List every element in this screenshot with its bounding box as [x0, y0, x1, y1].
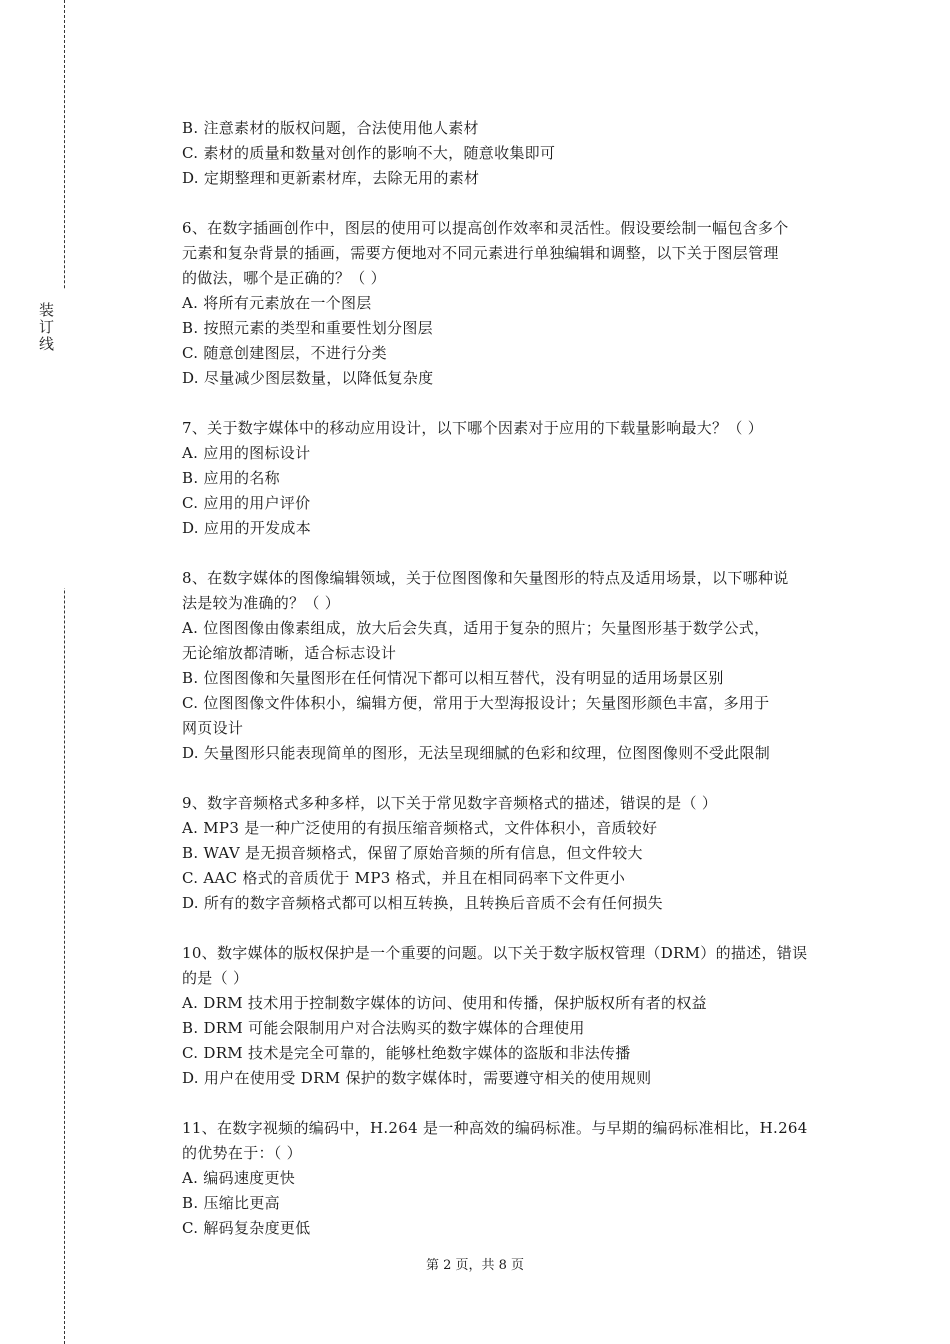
option-line: A. 将所有元素放在一个图层 — [182, 294, 372, 312]
option-line: D. 尽量减少图层数量，以降低复杂度 — [182, 369, 434, 387]
option-line: 无论缩放都清晰，适合标志设计 — [182, 644, 397, 662]
question-10-text: 10、数字媒体的版权保护是一个重要的问题。以下关于数字版权管理（DRM）的描述，错误 — [182, 944, 808, 962]
binding-label-gap — [56, 290, 74, 588]
option-line: B. 注意素材的版权问题，合法使用他人素材 — [182, 119, 479, 137]
option-line: B. 应用的名称 — [182, 469, 280, 487]
option-line: D. 用户在使用受 DRM 保护的数字媒体时，需要遵守相关的使用规则 — [182, 1069, 652, 1087]
question-7-text: 7、关于数字媒体中的移动应用设计，以下哪个因素对于应用的下载量影响最大？（ ） — [182, 419, 764, 437]
option-line: A. 位图图像由像素组成，放大后会失真，适用于复杂的照片；矢量图形基于数学公式， — [182, 619, 770, 637]
option-line: D. 矢量图形只能表现简单的图形，无法呈现细腻的色彩和纹理，位图图像则不受此限制 — [182, 744, 771, 762]
option-line: A. 编码速度更快 — [182, 1169, 296, 1187]
question-8-text: 8、在数字媒体的图像编辑领域，关于位图图像和矢量图形的特点及适用场景，以下哪种说 — [182, 569, 789, 587]
option-line: C. 随意创建图层，不进行分类 — [182, 344, 387, 362]
option-line: B. 位图图像和矢量图形在任何情况下都可以相互替代，没有明显的适用场景区别 — [182, 669, 724, 687]
option-line: A. MP3 是一种广泛使用的有损压缩音频格式，文件体积小，音质较好 — [182, 819, 658, 837]
question-6-text: 6、在数字插画创作中，图层的使用可以提高创作效率和灵活性。假设要绘制一幅包含多个 — [182, 219, 789, 237]
question-11-text: 的优势在于：（ ） — [182, 1144, 302, 1162]
option-line: B. 按照元素的类型和重要性划分图层 — [182, 319, 433, 337]
option-line: B. WAV 是无损音频格式，保留了原始音频的所有信息，但文件较大 — [182, 844, 643, 862]
question-11-text: 11、在数字视频的编码中，H.264 是一种高效的编码标准。与早期的编码标准相比，H.264 — [182, 1119, 808, 1137]
question-6-text: 元素和复杂背景的插画，需要方便地对不同元素进行单独编辑和调整，以下关于图层管理 — [182, 244, 779, 262]
option-line: A. 应用的图标设计 — [182, 444, 311, 462]
option-line: C. 应用的用户评价 — [182, 494, 311, 512]
question-9-text: 9、数字音频格式多种多样，以下关于常见数字音频格式的描述，错误的是（ ） — [182, 794, 718, 812]
option-line: 网页设计 — [182, 719, 244, 737]
question-10-text: 的是（ ） — [182, 969, 249, 987]
page-number-footer: 第 2 页，共 8 页 — [425, 1258, 525, 1273]
option-line: C. DRM 技术是完全可靠的，能够杜绝数字媒体的盗版和非法传播 — [182, 1044, 631, 1062]
question-6-text: 的做法，哪个是正确的？（ ） — [182, 269, 386, 287]
option-line: D. 所有的数字音频格式都可以相互转换，且转换后音质不会有任何损失 — [182, 894, 663, 912]
option-line: C. AAC 格式的音质优于 MP3 格式，并且在相同码率下文件更小 — [182, 869, 626, 887]
binding-dashed-line — [64, 0, 65, 1344]
option-line: C. 素材的质量和数量对创作的影响不大，随意收集即可 — [182, 144, 556, 162]
option-line: C. 解码复杂度更低 — [182, 1219, 311, 1237]
option-line: B. 压缩比更高 — [182, 1194, 280, 1212]
option-line: B. DRM 可能会限制用户对合法购买的数字媒体的合理使用 — [182, 1019, 585, 1037]
option-line: A. DRM 技术用于控制数字媒体的访问、使用和传播，保护版权所有者的权益 — [182, 994, 707, 1012]
option-line: C. 位图图像文件体积小，编辑方便，常用于大型海报设计；矢量图形颜色丰富，多用于 — [182, 694, 770, 712]
question-8-text: 法是较为准确的？（ ） — [182, 594, 341, 612]
option-line: D. 定期整理和更新素材库，去除无用的素材 — [182, 169, 480, 187]
option-line: D. 应用的开发成本 — [182, 519, 312, 537]
binding-label: 装订线 — [37, 302, 55, 353]
